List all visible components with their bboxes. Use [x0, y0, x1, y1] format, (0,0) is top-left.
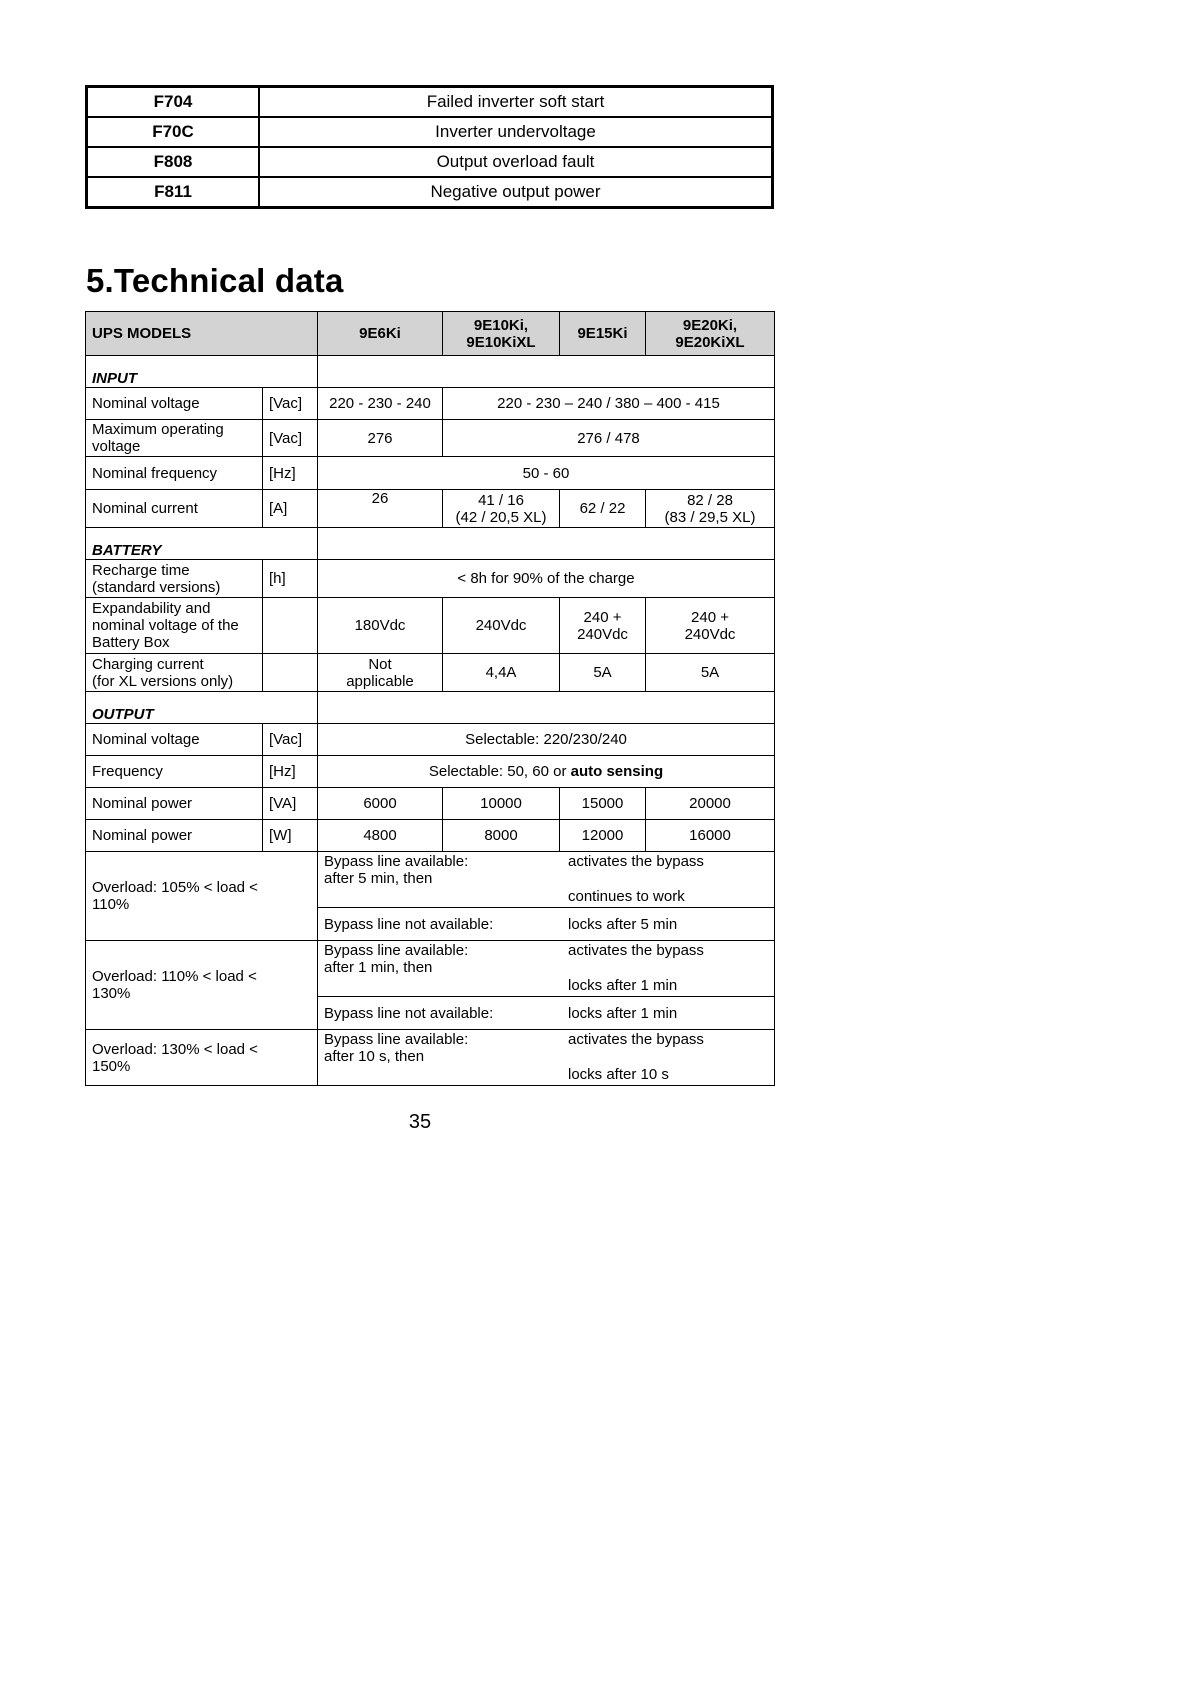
bypass-line: Bypass line available: — [324, 942, 469, 959]
header-row — [86, 312, 775, 356]
param-value — [318, 756, 775, 788]
param-value: 20000 — [646, 788, 775, 820]
param-value: 6000 — [318, 788, 443, 820]
bypass-line: Bypass line available: — [324, 1031, 469, 1048]
param-name: Nominal voltage — [86, 388, 263, 420]
param-value: 4800 — [318, 820, 443, 852]
bypass-line: after 5 min, then — [324, 870, 433, 887]
param-name-line: Battery Box — [92, 634, 170, 651]
bypass-line: locks after 10 s — [568, 1066, 669, 1083]
bypass-line: Bypass line not available: — [324, 915, 494, 933]
param-value: 5A — [560, 654, 646, 692]
param-name — [86, 560, 263, 598]
overload-row — [86, 1030, 775, 1086]
overload-label — [86, 852, 318, 941]
param-value — [560, 598, 646, 654]
model-9e10ki — [443, 312, 560, 356]
param-value: 276 / 478 — [443, 420, 775, 457]
bypass-info — [324, 916, 768, 933]
bypass-info — [324, 942, 768, 994]
fault-description: Failed inverter soft start — [259, 87, 773, 118]
param-value: 4,4A — [443, 654, 560, 692]
table-row — [86, 724, 775, 756]
model-9e15ki: 9E15Ki — [560, 312, 646, 356]
value-line: 82 / 28 — [687, 491, 733, 509]
bypass-info — [324, 853, 768, 905]
overload-row — [86, 852, 775, 908]
model-line: 9E10Ki, — [473, 316, 529, 334]
param-value — [318, 654, 443, 692]
value-line: 240 + — [583, 608, 622, 626]
bypass-line: locks after 1 min — [568, 1004, 678, 1022]
param-name: Nominal power — [86, 820, 263, 852]
param-name — [86, 654, 263, 692]
table-row — [86, 420, 775, 457]
param-unit: [Hz] — [263, 457, 318, 490]
bypass-condition — [324, 942, 559, 994]
output-label: OUTPUT — [92, 706, 154, 723]
param-value: 12000 — [560, 820, 646, 852]
param-unit — [263, 598, 318, 654]
model-line: 9E20KiXL — [675, 333, 745, 351]
section-label — [86, 356, 318, 388]
models-label: UPS MODELS — [86, 312, 318, 356]
param-name — [86, 598, 263, 654]
bypass-line: locks after 1 min — [568, 977, 678, 994]
bypass-line: continues to work — [568, 888, 685, 905]
param-name-line: voltage — [92, 438, 141, 455]
value-line: 240 + — [691, 608, 729, 626]
table-row — [86, 756, 775, 788]
bypass-action — [568, 1031, 768, 1083]
bypass-line: activates the bypass — [568, 942, 704, 959]
table-row — [86, 598, 775, 654]
fault-row — [87, 87, 773, 118]
bypass-info — [324, 1031, 768, 1083]
param-unit: [VA] — [263, 788, 318, 820]
value-line: 41 / 16 — [478, 491, 524, 509]
value-line: Not — [368, 655, 392, 673]
technical-data-table — [85, 311, 775, 1086]
param-name: Nominal voltage — [86, 724, 263, 756]
param-value: 16000 — [646, 820, 775, 852]
section-title: 5.Technical data — [86, 262, 344, 299]
overload-label — [86, 1030, 318, 1086]
param-value: 10000 — [443, 788, 560, 820]
param-value: 5A — [646, 654, 775, 692]
fault-row — [87, 177, 773, 208]
section-row-battery — [86, 528, 775, 560]
param-name: Nominal power — [86, 788, 263, 820]
param-value — [646, 598, 775, 654]
param-unit: [h] — [263, 560, 318, 598]
bypass-action — [568, 853, 768, 905]
fault-row — [87, 117, 773, 147]
fault-row — [87, 147, 773, 177]
bypass-line: after 10 s, then — [324, 1048, 425, 1065]
param-unit — [263, 654, 318, 692]
table-row — [86, 788, 775, 820]
bypass-available-cell — [318, 852, 775, 908]
param-value — [646, 490, 775, 528]
param-name-line: nominal voltage of the — [92, 617, 239, 634]
param-value: 220 - 230 – 240 / 380 – 400 - 415 — [443, 388, 775, 420]
overload-label-line: Overload: 105% < load < — [92, 879, 258, 896]
fault-code: F704 — [87, 87, 260, 118]
param-name-line: (standard versions) — [92, 578, 221, 596]
param-value: 26 — [318, 490, 443, 528]
battery-label: BATTERY — [92, 542, 162, 559]
bypass-available-cell — [318, 941, 775, 997]
bypass-available-cell — [318, 1030, 775, 1086]
model-line: 9E10KiXL — [466, 333, 536, 351]
table-row — [86, 654, 775, 692]
table-row — [86, 457, 775, 490]
fault-code: F811 — [87, 177, 260, 208]
bypass-line: Bypass line available: — [324, 853, 469, 870]
param-value: 220 - 230 - 240 — [318, 388, 443, 420]
param-value: Selectable: 220/230/240 — [318, 724, 775, 756]
param-value: 62 / 22 — [560, 490, 646, 528]
param-name: Frequency — [86, 756, 263, 788]
page-number: 35 — [408, 1111, 432, 1133]
param-value: 50 - 60 — [318, 457, 775, 490]
param-value: 15000 — [560, 788, 646, 820]
bypass-line: activates the bypass — [568, 853, 704, 870]
table-row — [86, 560, 775, 598]
bypass-line: activates the bypass — [568, 1031, 704, 1048]
section-label — [86, 692, 318, 724]
blank-cell — [318, 356, 775, 388]
overload-label-line: 110% — [92, 896, 130, 913]
bypass-line: locks after 5 min — [568, 915, 678, 933]
model-line: 9E20Ki, — [682, 316, 738, 334]
overload-label — [86, 941, 318, 1030]
value-line: (83 / 29,5 XL) — [664, 508, 756, 526]
param-name-line: (for XL versions only) — [92, 672, 234, 690]
param-value — [443, 490, 560, 528]
param-name: Nominal current — [86, 490, 263, 528]
param-name-line: Recharge time — [92, 561, 190, 579]
value-text-bold: auto sensing — [570, 763, 664, 780]
param-value: 180Vdc — [318, 598, 443, 654]
overload-label-line: Overload: 110% < load < — [92, 968, 257, 985]
fault-description: Output overload fault — [259, 147, 773, 177]
bypass-line: Bypass line not available: — [324, 1004, 494, 1022]
section-row-input — [86, 356, 775, 388]
param-name: Nominal frequency — [86, 457, 263, 490]
fault-code-table — [85, 85, 774, 209]
value-text: Selectable: 50, 60 or — [428, 763, 571, 780]
overload-label-line: 150% — [92, 1057, 131, 1075]
fault-description: Inverter undervoltage — [259, 117, 773, 147]
overload-label-line: 130% — [92, 985, 131, 1002]
overload-row — [86, 941, 775, 997]
section-row-output — [86, 692, 775, 724]
param-value: 8000 — [443, 820, 560, 852]
bypass-condition — [324, 1031, 559, 1083]
fault-code: F808 — [87, 147, 260, 177]
param-unit: [Hz] — [263, 756, 318, 788]
param-unit: [Vac] — [263, 420, 318, 457]
param-name-line: Maximum operating — [92, 421, 224, 438]
blank-cell — [318, 692, 775, 724]
table-row — [86, 388, 775, 420]
value-line: applicable — [346, 672, 414, 690]
param-value: < 8h for 90% of the charge — [318, 560, 775, 598]
fault-description: Negative output power — [259, 177, 773, 208]
value-line: 240Vdc — [577, 625, 628, 643]
blank-cell — [318, 528, 775, 560]
value-line: (42 / 20,5 XL) — [455, 508, 547, 526]
input-label: INPUT — [92, 370, 137, 387]
table-row — [86, 820, 775, 852]
bypass-not-available-cell — [318, 997, 775, 1030]
model-9e20ki — [646, 312, 775, 356]
model-9e6ki: 9E6Ki — [318, 312, 443, 356]
param-name-line: Charging current — [92, 655, 204, 673]
bypass-condition — [324, 853, 559, 905]
param-unit: [Vac] — [263, 724, 318, 756]
overload-label-line: Overload: 130% < load < — [92, 1040, 258, 1058]
param-unit: [A] — [263, 490, 318, 528]
param-value: 240Vdc — [443, 598, 560, 654]
bypass-line: after 1 min, then — [324, 959, 433, 976]
bypass-action — [568, 942, 768, 994]
param-unit: [W] — [263, 820, 318, 852]
section-label — [86, 528, 318, 560]
param-name — [86, 420, 263, 457]
table-row — [86, 490, 775, 528]
bypass-not-available-cell — [318, 908, 775, 941]
param-name-line: Expandability and — [92, 600, 211, 617]
param-value: 276 — [318, 420, 443, 457]
param-unit: [Vac] — [263, 388, 318, 420]
bypass-info — [324, 1005, 768, 1022]
fault-code: F70C — [87, 117, 260, 147]
value-line: 240Vdc — [684, 625, 736, 643]
